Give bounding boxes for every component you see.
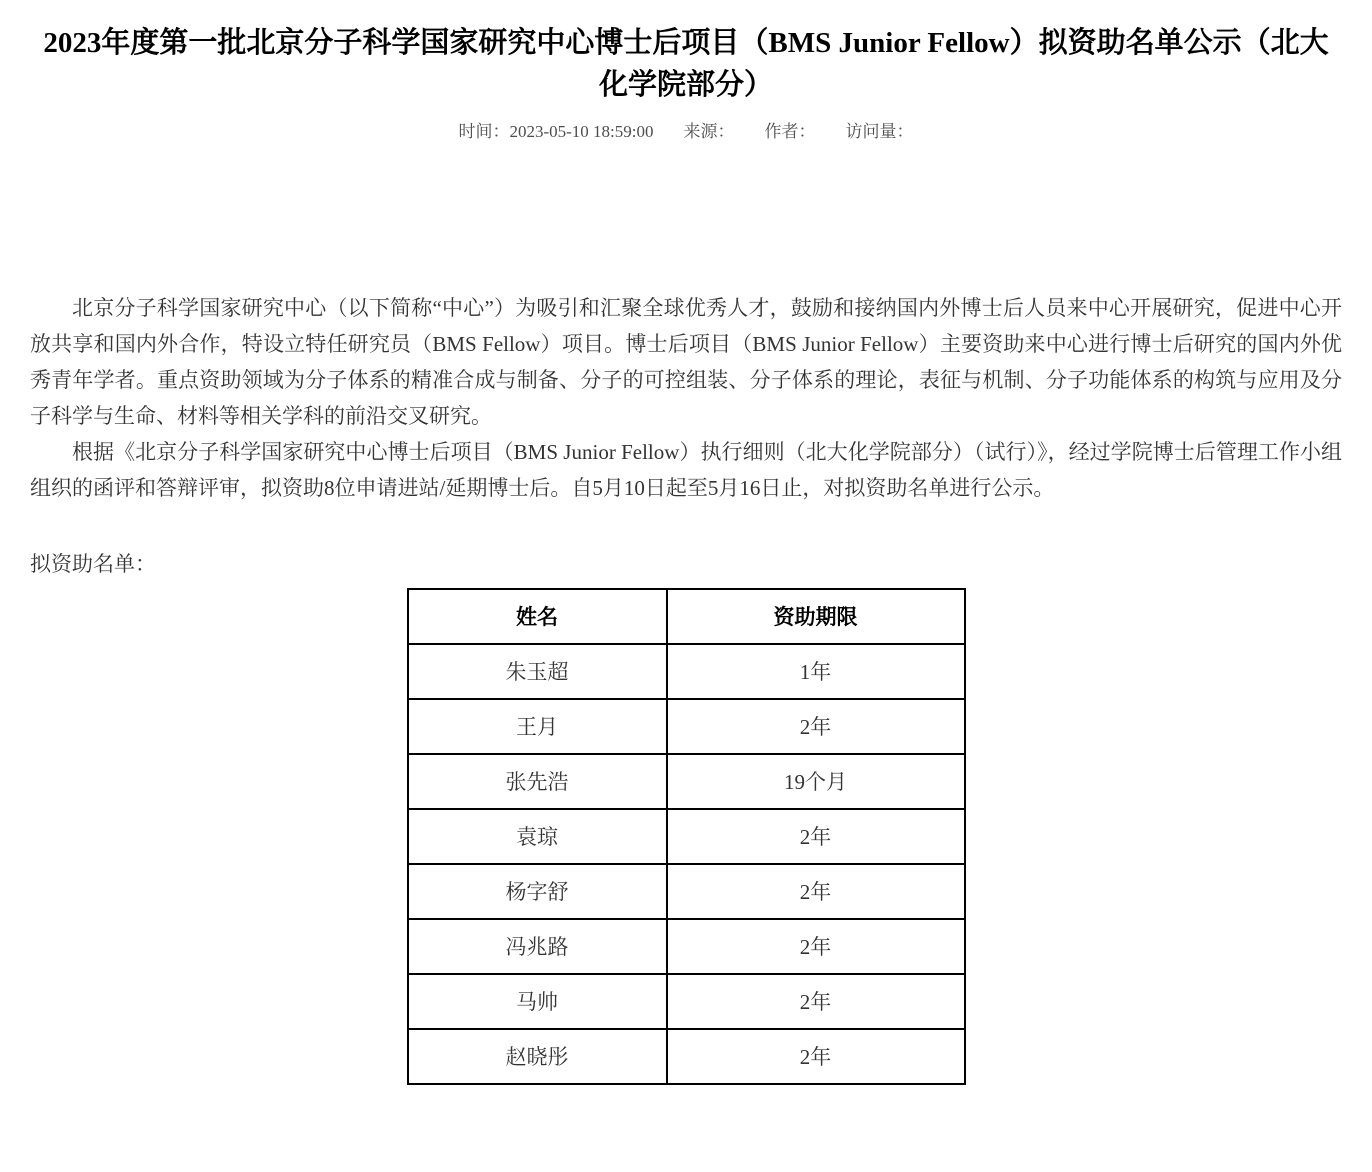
page-title: 2023年度第一批北京分子科学国家研究中心博士后项目（BMS Junior Fellow）拟资助名单公示（北大化学院部分） xyxy=(43,27,1329,101)
meta-source-label: 来源： xyxy=(683,122,735,141)
name-cell: 马帅 xyxy=(408,974,667,1029)
table-header-row xyxy=(408,589,965,644)
body-paragraph-2: 根据《北京分子科学国家研究中心博士后项目（BMS Junior Fellow）执行细则（北大化学院部分）（试行）》，经过学院博士后管理工作小组组织的函评和答辩评审，拟资助8位申请进站/延期博士后。自5月10日起至5月16日止，对拟资助名单进行公示。 xyxy=(30,440,1342,500)
name-cell: 袁琼 xyxy=(408,809,667,864)
name-cell: 赵晓彤 xyxy=(408,1029,667,1084)
article-page xyxy=(0,22,1372,1085)
duration-cell: 1年 xyxy=(667,644,965,699)
table-row xyxy=(408,644,965,699)
duration-cell: 2年 xyxy=(667,864,965,919)
body-paragraph-1: 北京分子科学国家研究中心（以下简称“中心”）为吸引和汇聚全球优秀人才，鼓励和接纳国内外博士后人员来中心开展研究，促进中心开放共享和国内外合作，特设立特任研究员（BMS Fellow）项目。博士后项目（BMS Junior Fellow）主要资助来中心进行博士后研究的国内外优秀青年学者。重点资助领域为分子体系的精准合成与制备、分子的可控组装、分子体系的理论，表征与机制、分子功能体系的构筑与应用及分子科学与生命、材料等相关学科的前沿交叉研究。 xyxy=(30,296,1342,428)
table-header-name: 姓名 xyxy=(408,589,667,644)
table-row xyxy=(408,699,965,754)
table-row xyxy=(408,974,965,1029)
meta-time xyxy=(458,120,653,144)
meta-views-label: 访问量： xyxy=(845,122,914,141)
duration-cell: 2年 xyxy=(667,699,965,754)
table-head xyxy=(408,589,965,644)
article-body xyxy=(30,290,1342,1085)
duration-cell: 19个月 xyxy=(667,754,965,809)
duration-cell: 2年 xyxy=(667,1029,965,1084)
name-cell: 冯兆路 xyxy=(408,919,667,974)
table-row xyxy=(408,919,965,974)
name-cell: 杨字舒 xyxy=(408,864,667,919)
name-cell: 朱玉超 xyxy=(408,644,667,699)
list-label: 拟资助名单： xyxy=(30,552,156,576)
table-header-duration: 资助期限 xyxy=(667,589,965,644)
funding-table xyxy=(407,588,966,1085)
table-row xyxy=(408,1029,965,1084)
name-cell: 张先浩 xyxy=(408,754,667,809)
table-body xyxy=(408,644,965,1084)
meta-time-value: 2023-05-10 18:59:00 xyxy=(509,122,654,141)
table-row xyxy=(408,864,965,919)
table-row xyxy=(408,809,965,864)
meta-author-label: 作者： xyxy=(764,122,816,141)
meta-time-label: 时间： xyxy=(458,122,510,141)
duration-cell: 2年 xyxy=(667,974,965,1029)
table-row xyxy=(408,754,965,809)
name-cell: 王月 xyxy=(408,699,667,754)
duration-cell: 2年 xyxy=(667,809,965,864)
duration-cell: 2年 xyxy=(667,919,965,974)
article-meta xyxy=(30,120,1342,144)
